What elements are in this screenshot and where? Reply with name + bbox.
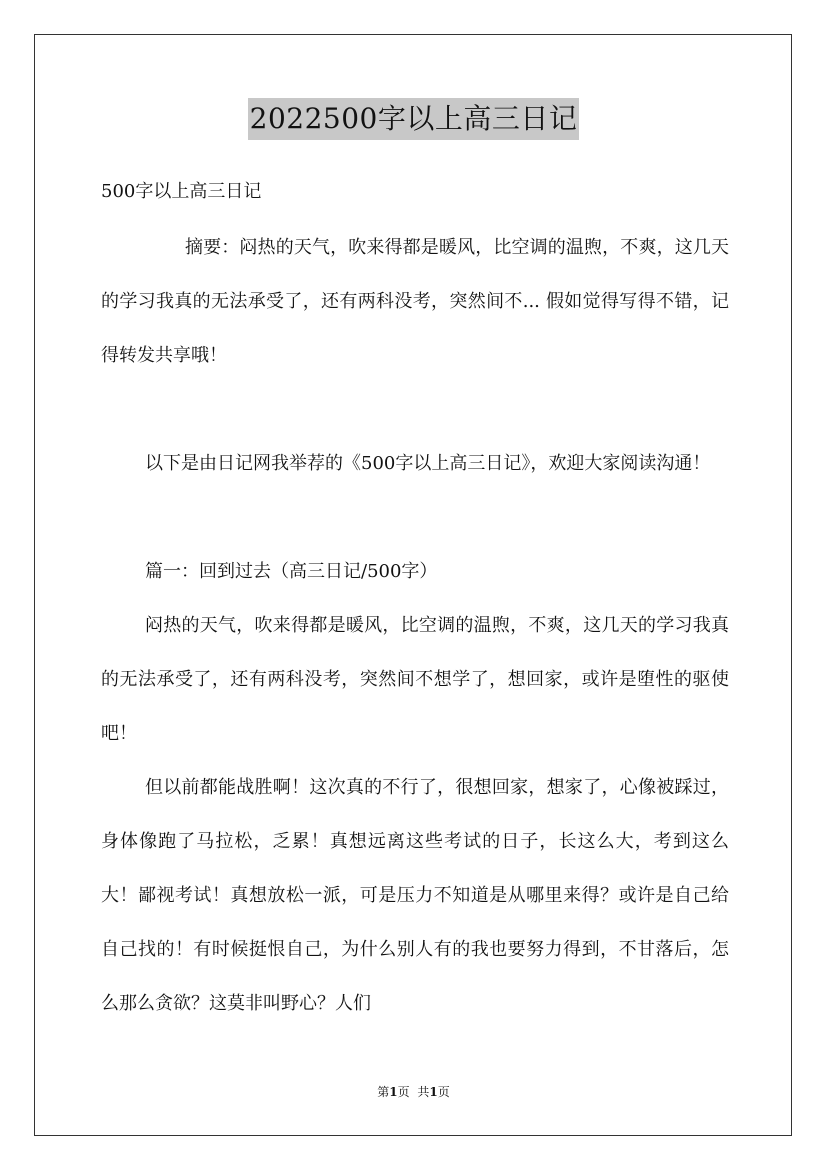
abstract-paragraph: 摘要：闷热的天气，吹来得都是暖风，比空调的温煦，不爽，这几天的学习我真的无法承受了，还有两科没考，突然间不... 假如觉得写得不错，记得转发共享哦！ [101, 237, 729, 366]
chapter-heading: 篇一：回到过去（高三日记/500字） [145, 561, 438, 582]
total-pages: 1 [429, 1085, 438, 1099]
document-subtitle: 500字以上高三日记 [101, 181, 262, 202]
intro-paragraph: 以下是由日记网我举荐的《500字以上高三日记》，欢迎大家阅读沟通！ [145, 453, 711, 474]
document-title: 2022500字以上高三日记 [248, 98, 580, 140]
body-paragraph: 但以前都能战胜啊！这次真的不行了，很想回家，想家了，心像被踩过，身体像跑了马拉松，乏累！真想远离这些考试的日子，长这么大，考到这么大！鄙视考试！真想放松一派，可是压力不知道是从哪里来得？或许是自己给自己找的！有时候挺恨自己，为什么别人有的我也要努力得到，不甘落后，怎么那么贪欲？这莫非叫野心？人们 [101, 777, 729, 1014]
page-prefix: 第 [377, 1085, 390, 1099]
title-container [0, 98, 827, 140]
total-prefix: 共 [417, 1085, 430, 1099]
page-footer [0, 1083, 827, 1101]
page-number: 1 [389, 1085, 398, 1099]
total-suffix: 页 [437, 1085, 450, 1099]
body-paragraph: 闷热的天气，吹来得都是暖风，比空调的温煦，不爽，这几天的学习我真的无法承受了，还有两科没考，突然间不想学了，想回家，或许是堕性的驱使吧！ [101, 615, 729, 744]
page-suffix: 页 [397, 1085, 410, 1099]
